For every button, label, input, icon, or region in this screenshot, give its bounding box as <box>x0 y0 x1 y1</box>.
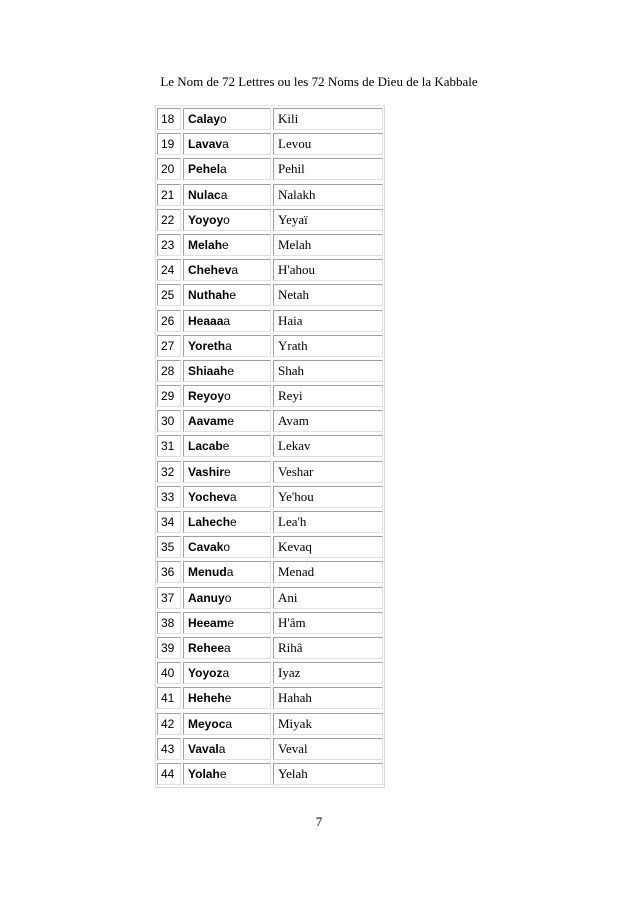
row-number-cell: 43 <box>157 738 181 760</box>
row-number-cell: 28 <box>157 360 181 382</box>
table-row <box>157 434 383 459</box>
transliteration-cell: Yeyaï <box>273 209 383 231</box>
row-number-cell: 18 <box>157 108 181 130</box>
table-row <box>157 737 383 762</box>
angel-name-cell: Yolahe <box>183 763 271 785</box>
row-number-cell: 37 <box>157 587 181 609</box>
table-row <box>157 334 383 359</box>
angel-name-cell: Cavako <box>183 536 271 558</box>
table-row <box>157 208 383 233</box>
row-number-cell: 39 <box>157 637 181 659</box>
row-number-cell: 24 <box>157 259 181 281</box>
angel-name-cell: Nuthahe <box>183 284 271 306</box>
angel-name-cell: Reyoyo <box>183 385 271 407</box>
table-row <box>157 132 383 157</box>
transliteration-cell: Yrath <box>273 335 383 357</box>
transliteration-cell: Lekav <box>273 435 383 457</box>
transliteration-cell: Lea'h <box>273 511 383 533</box>
page-number: 7 <box>315 814 323 829</box>
angel-name-cell: Yocheva <box>183 486 271 508</box>
angel-name-cell: Yoretha <box>183 335 271 357</box>
table-row <box>157 636 383 661</box>
table-row <box>157 510 383 535</box>
row-number-cell: 26 <box>157 310 181 332</box>
angel-name-cell: Vavala <box>183 738 271 760</box>
angel-name-cell: Aanuyo <box>183 587 271 609</box>
transliteration-cell: Ani <box>273 587 383 609</box>
row-number-cell: 32 <box>157 461 181 483</box>
table-row <box>157 258 383 283</box>
table-row <box>157 107 383 132</box>
transliteration-cell: Veshar <box>273 461 383 483</box>
transliteration-cell: Miyak <box>273 713 383 735</box>
names-table <box>157 107 383 787</box>
transliteration-cell: Netah <box>273 284 383 306</box>
row-number-cell: 25 <box>157 284 181 306</box>
row-number-cell: 36 <box>157 561 181 583</box>
transliteration-cell: H'âm <box>273 612 383 634</box>
angel-name-cell: Hehehe <box>183 687 271 709</box>
angel-name-cell: Aavame <box>183 410 271 432</box>
table-row <box>157 309 383 334</box>
row-number-cell: 41 <box>157 687 181 709</box>
angel-name-cell: Meyoca <box>183 713 271 735</box>
row-number-cell: 33 <box>157 486 181 508</box>
transliteration-cell: Ye'hou <box>273 486 383 508</box>
angel-name-cell: Yoyoza <box>183 662 271 684</box>
table-row <box>157 686 383 711</box>
row-number-cell: 30 <box>157 410 181 432</box>
angel-name-cell: Shiaahe <box>183 360 271 382</box>
transliteration-cell: Avam <box>273 410 383 432</box>
transliteration-cell: Shah <box>273 360 383 382</box>
angel-name-cell: Reheea <box>183 637 271 659</box>
row-number-cell: 29 <box>157 385 181 407</box>
table-row <box>157 611 383 636</box>
angel-name-cell: Laheche <box>183 511 271 533</box>
row-number-cell: 34 <box>157 511 181 533</box>
row-number-cell: 31 <box>157 435 181 457</box>
table-row <box>157 157 383 182</box>
transliteration-cell: Nalakh <box>273 184 383 206</box>
angel-name-cell: Vashire <box>183 461 271 483</box>
angel-name-cell: Heeame <box>183 612 271 634</box>
table-row <box>157 283 383 308</box>
row-number-cell: 35 <box>157 536 181 558</box>
table-row <box>157 384 383 409</box>
transliteration-cell: Melah <box>273 234 383 256</box>
table-row <box>157 485 383 510</box>
page-header-title: Le Nom de 72 Lettres ou les 72 Noms de Dieu de la Kabbale <box>160 74 478 89</box>
transliteration-cell: Rihâ <box>273 637 383 659</box>
table-row <box>157 762 383 787</box>
transliteration-cell: Yelah <box>273 763 383 785</box>
table-row <box>157 359 383 384</box>
table-row <box>157 535 383 560</box>
transliteration-cell: Kevaq <box>273 536 383 558</box>
angel-name-cell: Pehela <box>183 158 271 180</box>
table-row <box>157 183 383 208</box>
transliteration-cell: H'ahou <box>273 259 383 281</box>
angel-name-cell: Menuda <box>183 561 271 583</box>
angel-name-cell: Yoyoyo <box>183 209 271 231</box>
angel-name-cell: Heaaaa <box>183 310 271 332</box>
table-row <box>157 560 383 585</box>
row-number-cell: 40 <box>157 662 181 684</box>
angel-name-cell: Melahe <box>183 234 271 256</box>
table-row <box>157 460 383 485</box>
transliteration-cell: Menad <box>273 561 383 583</box>
table-row <box>157 661 383 686</box>
transliteration-cell: Kili <box>273 108 383 130</box>
angel-name-cell: Nulaca <box>183 184 271 206</box>
transliteration-cell: Veval <box>273 738 383 760</box>
row-number-cell: 44 <box>157 763 181 785</box>
table-row <box>157 409 383 434</box>
angel-name-cell: Calayo <box>183 108 271 130</box>
row-number-cell: 23 <box>157 234 181 256</box>
row-number-cell: 22 <box>157 209 181 231</box>
row-number-cell: 21 <box>157 184 181 206</box>
angel-name-cell: Lacabe <box>183 435 271 457</box>
angel-name-cell: Lavava <box>183 133 271 155</box>
row-number-cell: 20 <box>157 158 181 180</box>
angel-name-cell: Cheheva <box>183 259 271 281</box>
row-number-cell: 27 <box>157 335 181 357</box>
table-row <box>157 586 383 611</box>
table-row <box>157 233 383 258</box>
transliteration-cell: Haia <box>273 310 383 332</box>
row-number-cell: 38 <box>157 612 181 634</box>
transliteration-cell: Iyaz <box>273 662 383 684</box>
transliteration-cell: Levou <box>273 133 383 155</box>
transliteration-cell: Reyi <box>273 385 383 407</box>
row-number-cell: 42 <box>157 713 181 735</box>
table-row <box>157 712 383 737</box>
transliteration-cell: Hahah <box>273 687 383 709</box>
transliteration-cell: Pehil <box>273 158 383 180</box>
row-number-cell: 19 <box>157 133 181 155</box>
